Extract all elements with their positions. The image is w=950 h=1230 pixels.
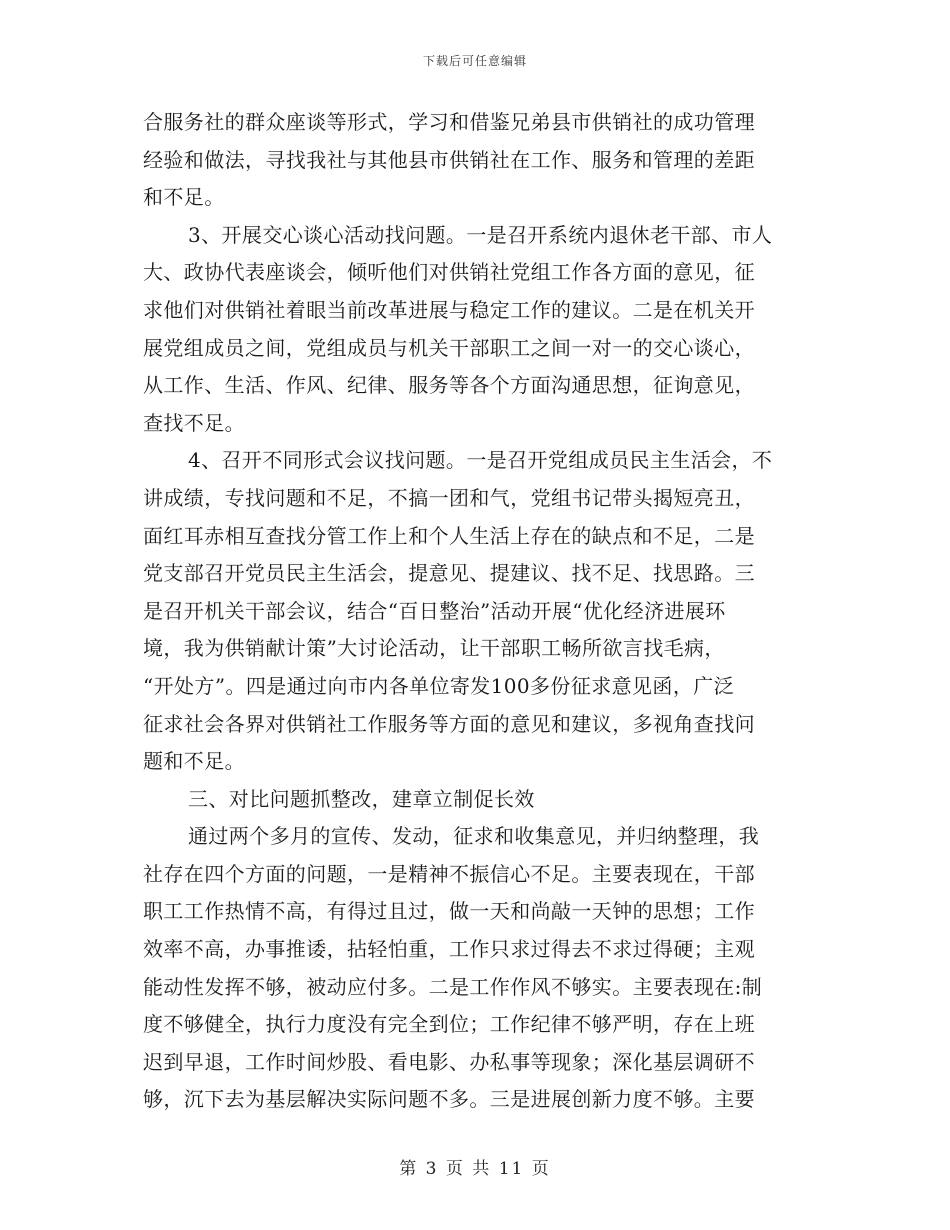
body-line: 讲成绩，专找问题和不足，不搞一团和气，党组书记带头揭短亮丑， bbox=[143, 485, 755, 510]
body-line: 职工工作热情不高，有得过且过，做一天和尚敲一天钟的思想；工作 bbox=[143, 899, 755, 924]
page-number: 第 3 页 共 11 页 bbox=[399, 1159, 551, 1179]
page-header: 下载后可任意编辑 bbox=[422, 54, 527, 68]
body-line: 境，我为供销献计策”大讨论活动，让干部职工畅所欲言找毛病， bbox=[143, 636, 725, 661]
body-line: 查找不足。 bbox=[143, 410, 245, 435]
body-line: 效率不高，办事推诿，拈轻怕重，工作只求过得去不求过得硬；主观 bbox=[143, 937, 755, 962]
body-line: 面红耳赤相互查找分管工作上和个人生活上存在的缺点和不足，二是 bbox=[143, 523, 755, 548]
document-body bbox=[143, 104, 811, 1119]
body-line: 是召开机关干部会议，结合“百日整治”活动开展“优化经济进展环 bbox=[143, 598, 726, 623]
body-line: 度不够健全，执行力度没有完全到位；工作纪律不够严明，存在上班 bbox=[143, 1012, 755, 1037]
body-line: 和不足。 bbox=[143, 185, 225, 210]
body-line: 3、开展交心谈心活动找问题。一是召开系统内退休老干部、市人 bbox=[188, 222, 773, 247]
body-line: 党支部召开党员民主生活会，提意见、提建议、找不足、找思路。三 bbox=[143, 561, 755, 586]
body-line: 迟到早退，工作时间炒股、看电影、办私事等现象；深化基层调研不 bbox=[143, 1049, 755, 1074]
body-line: 能动性发挥不够，被动应付多。二是工作作风不够实。主要表现在:制 bbox=[143, 974, 763, 999]
section-heading: 三、对比问题抓整改，建章立制促长效 bbox=[188, 786, 535, 811]
body-line: 够，沉下去为基层解决实际问题不多。三是进展创新力度不够。主要 bbox=[143, 1087, 755, 1112]
body-line: 经验和做法，寻找我社与其他县市供销社在工作、服务和管理的差距 bbox=[143, 147, 755, 172]
body-line: 合服务社的群众座谈等形式，学习和借鉴兄弟县市供销社的成功管理 bbox=[143, 110, 755, 134]
body-line: 征求社会各界对供销社工作服务等方面的意见和建议，多视角查找问 bbox=[143, 711, 755, 736]
body-line: “开处方”。四是通过向市内各单位寄发100多份征求意见函，广泛 bbox=[143, 673, 735, 698]
body-line: 4、召开不同形式会议找问题。一是召开党组成员民主生活会，不 bbox=[188, 448, 773, 473]
body-line: 从工作、生活、作风、纪律、服务等各个方面沟通思想，征询意见， bbox=[143, 373, 755, 398]
body-line: 通过两个多月的宣传、发动，征求和收集意见，并归纳整理，我 bbox=[188, 824, 760, 849]
body-line: 社存在四个方面的问题，一是精神不振信心不足。主要表现在，干部 bbox=[143, 861, 755, 886]
body-line: 大、政协代表座谈会，倾听他们对供销社党组工作各方面的意见，征 bbox=[143, 260, 755, 285]
body-line: 展党组成员之间，党组成员与机关干部职工之间一对一的交心谈心， bbox=[143, 335, 755, 360]
body-line: 求他们对供销社着眼当前改革进展与稳定工作的建议。二是在机关开 bbox=[143, 297, 755, 322]
body-line: 题和不足。 bbox=[143, 749, 245, 774]
